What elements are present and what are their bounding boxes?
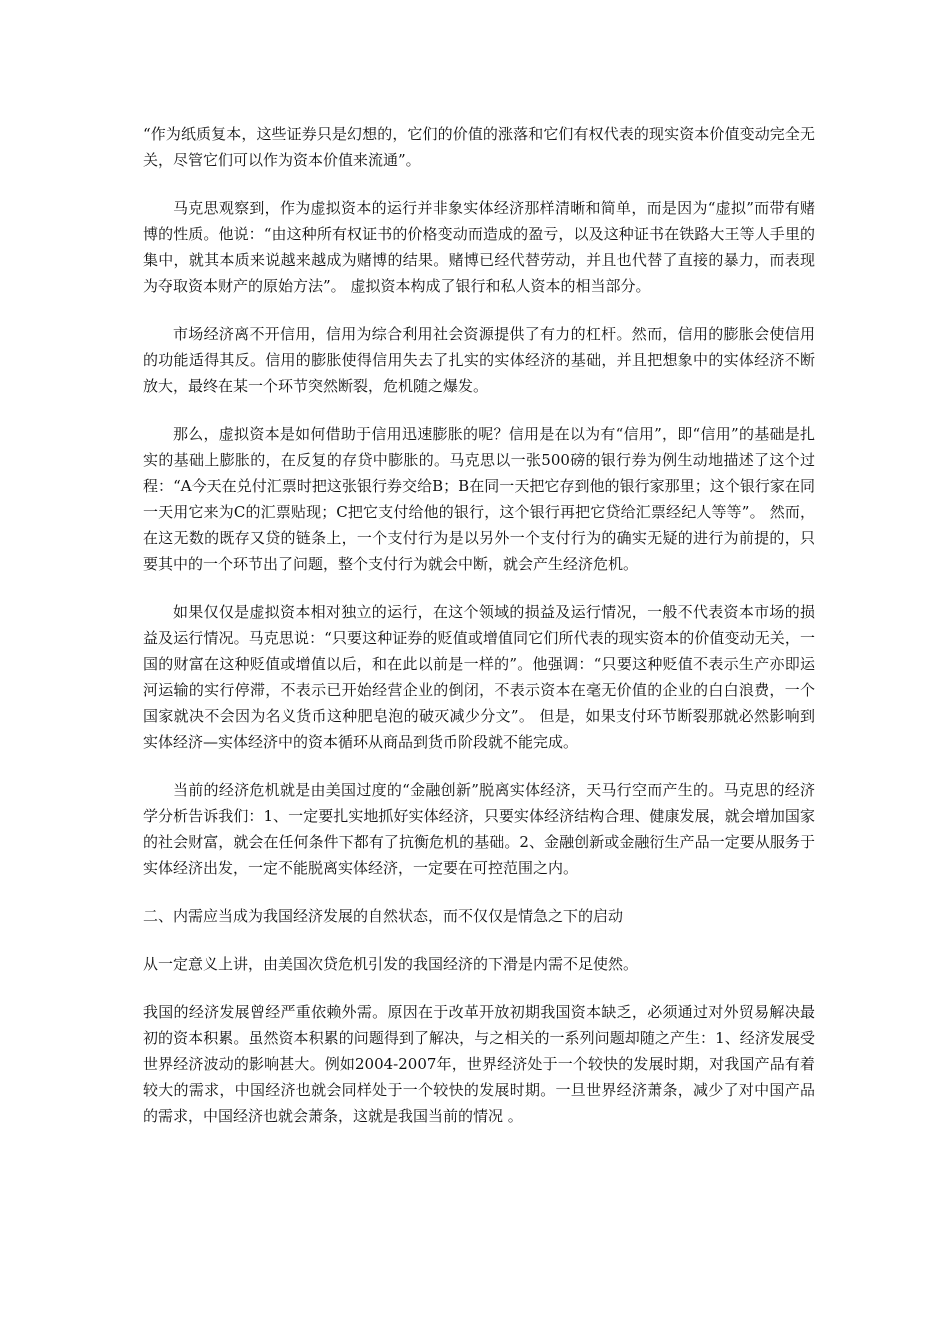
paragraph-banknote-example: 那么，虚拟资本是如何借助于信用迅速膨胀的呢？信用是在以为有“信用”，即“信用”的基础是扎实的基础上膨胀的，在反复的存贷中膨胀的。马克思以一张500磅的银行券为例生动地描述了这个过程：“A今天在兑付汇票时把这张银行券交给B；B在同一天把它存到他的银行家那里；这个银行家在同一天用它来为C的汇票贴现；C把它支付给他的银行，这个银行再把它贷给汇票经纪人等等”。 然而，在这无数的既存又贷的链条上，一个支付行为是以另外一个支付行为的确实无疑的进行为前提的，只要其中的一个环节出了问题，整个支付行为就会中断，就会产生经济危机。 <box>143 425 815 573</box>
paragraph-external-dependence: 我国的经济发展曾经严重依赖外需。原因在于改革开放初期我国资本缺乏，必须通过对外贸易解决最初的资本积累。虽然资本积累的问题得到了解决，与之相关的一系列问题却随之产生：1、经济发展受世界经济波动的影响甚大。例如2004-2007年，世界经济处于一个较快的发展时期，对我国产品有着较大的需求，中国经济也就会同样处于一个较快的发展时期。一旦世界经济萧条，减少了对中国产品的需求，中国经济也就会萧条，这就是我国当前的情况 。 <box>143 1003 815 1125</box>
paragraph-virtual-capital-operation: 如果仅仅是虚拟资本相对独立的运行，在这个领域的损益及运行情况，一般不代表资本市场的损益及运行情况。马克思说：“只要这种证券的贬值或增值同它们所代表的现实资本的价值变动无关，一国的财富在这种贬值或增值以后，和在此以前是一样的”。他强调：“只要这种贬值不表示生产亦即运河运输的实行停滞，不表示已开始经营企业的倒闭，不表示资本在毫无价值的企业的白白浪费，一个国家就决不会因为名义货币这种肥皂泡的破灭减少分文”。 但是，如果支付环节断裂那就必然影响到实体经济—实体经济中的资本循环从商品到货币阶段就不能完成。 <box>143 603 815 751</box>
paragraph-quote-paper-duplicates: “作为纸质复本，这些证券只是幻想的，它们的价值的涨落和它们有权代表的现实资本价值变动完全无关，尽管它们可以作为资本价值来流通”。 <box>143 125 815 169</box>
document-body <box>143 121 815 1151</box>
paragraph-current-crisis: 当前的经济危机就是由美国过度的“金融创新”脱离实体经济，天马行空而产生的。马克思的经济学分析告诉我们：1、一定要扎实地抓好实体经济，只要实体经济结构合理、健康发展，就会增加国家的社会财富，就会在任何条件下都有了抗衡危机的基础。2、金融创新或金融衍生产品一定要从服务于实体经济出发，一定不能脱离实体经济，一定要在可控范围之内。 <box>143 781 815 877</box>
paragraph-credit-expansion: 市场经济离不开信用，信用为综合利用社会资源提供了有力的杠杆。然而，信用的膨胀会使信用的功能适得其反。信用的膨胀使得信用失去了扎实的实体经济的基础，并且把想象中的实体经济不断放大，最终在某一个环节突然断裂，危机随之爆发。 <box>143 325 815 395</box>
section-heading-domestic-demand: 二、内需应当成为我国经济发展的自然状态，而不仅仅是情急之下的启动 <box>143 907 624 925</box>
paragraph-insufficient-demand: 从一定意义上讲，由美国次贷危机引发的我国经济的下滑是内需不足使然。 <box>143 955 639 973</box>
paragraph-marx-gambling: 马克思观察到，作为虚拟资本的运行并非象实体经济那样清晰和简单，而是因为“虚拟”而带有赌博的性质。他说：“由这种所有权证书的价格变动而造成的盈亏，以及这种证书在铁路大王等人手里的集中，就其本质来说越来越成为赌博的结果。赌博已经代替劳动，并且也代替了直接的暴力，而表现为夺取资本财产的原始方法”。 虚拟资本构成了银行和私人资本的相当部分。 <box>143 199 815 295</box>
